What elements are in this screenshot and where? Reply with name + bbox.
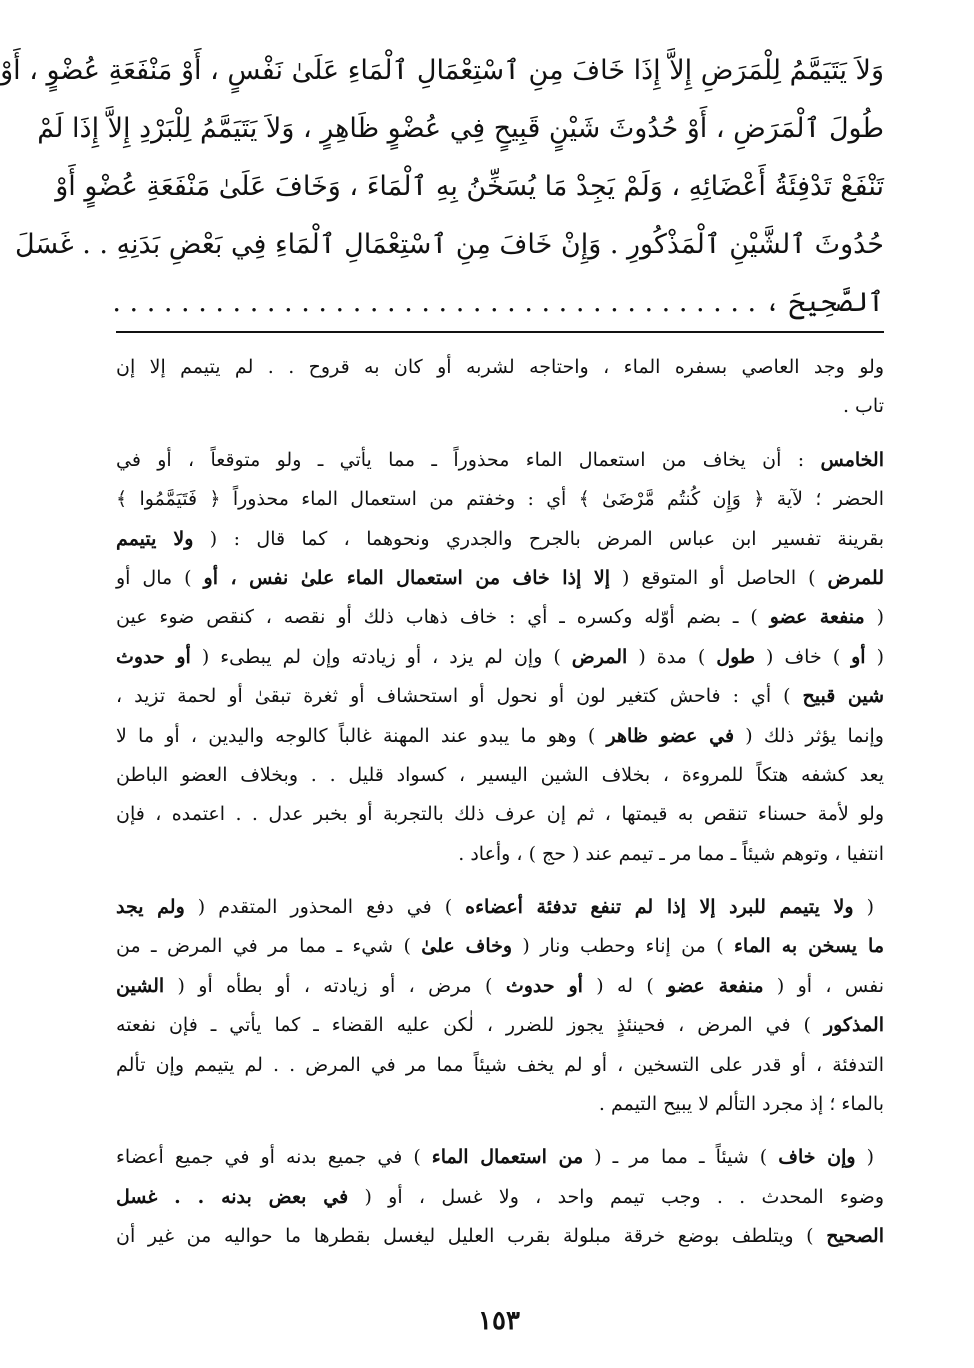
bold-quote: ولا يتيمم	[116, 527, 194, 550]
commentary-text: بقرينة تفسير ابن عباس المرض بالجرح والجدري ونحوهما ، كما قال : (	[193, 527, 884, 550]
bold-quote: الصحيح	[826, 1225, 884, 1248]
bold-quote: في بعض بدنه . . غسل	[116, 1185, 349, 1208]
bold-quote: ولم يجد	[116, 896, 185, 919]
commentary-text: ) أي : فاحش كتغير لون أو نحول أو استحشاف أو ثغرة تبقىٰ أو لحمة تزيد ،	[116, 685, 803, 708]
commentary-line	[116, 835, 884, 874]
commentary-text: ) ـ بضم أوّله وكسره ـ أي : خاف ذهاب ذلك أو نقصه ، كنقص ضوء عين	[116, 606, 770, 629]
commentary-text: بالماء ؛ إذ مجرد التألم لا يبيح التيمم .	[598, 1093, 884, 1116]
bold-quote: وخاف علىٰ	[421, 935, 513, 958]
bold-quote: الشين	[116, 974, 165, 997]
commentary-text: التدفئة ، أو قدر على التسخين ، أو لم يخف شيئاً مما مر في المرض . . لم يتيمم وإن تألم	[116, 1053, 884, 1076]
commentary-text: ) شيء ـ مما مر في المرض ـ من	[116, 935, 422, 958]
commentary-text: الحضر ؛ لآية ﴿ وَإِن كُنتُم مَّرْضَىٰ ﴾ أي : وخفتم من استعمال الماء محذوراً ﴿ فَتَيَمَّمُوا ﴾	[116, 488, 884, 511]
bold-quote: أو	[851, 645, 866, 668]
commentary-line	[116, 927, 884, 966]
commentary-line	[116, 598, 884, 637]
commentary-text: يعد كشفه هتكاً للمروءة ، بخلاف الشين اليسير ، كسواد قليل . . وبخلاف العضو الباطن	[116, 763, 885, 786]
commentary-line	[116, 888, 884, 927]
bold-quote: المرض	[571, 645, 628, 668]
commentary-line	[116, 559, 884, 598]
commentary-text: ) في جميع بدنه أو في جميع أعضاء	[116, 1146, 432, 1169]
commentary-text: ) له (	[582, 974, 668, 997]
bold-quote: طول	[716, 645, 756, 668]
commentary-line	[116, 1138, 884, 1177]
commentary-text: : أن يخاف من استعمال الماء محذوراً ـ مما يأتي ـ ولو متوقعاً ، أو في	[116, 448, 821, 471]
bold-quote: في عضو ظاهر	[606, 724, 735, 747]
commentary	[116, 348, 884, 1257]
commentary-text: ) مرض ، أو زيادته ، أو بطأه أو (	[164, 974, 506, 997]
bold-quote: شين قبيح	[802, 685, 884, 708]
commentary-text: انتفيا ، وتوهم شيئاً ـ مما مر ـ تيمم عند ( حج ) ، وأعاد .	[458, 842, 884, 865]
commentary-text: وضوء المحدث . . وجب تيمم واحد ، ولا غسل ، أو (	[348, 1185, 884, 1208]
commentary-text: (	[864, 606, 884, 629]
separator-line	[116, 331, 884, 333]
commentary-text: نفس ، أو (	[763, 974, 885, 997]
main-text-line: وَلاَ يَتَيَمَّمُ لِلْمَرَضِ إِلاَّ إِذَا خَافَ مِنِ ٱسْتِعْمَالِ ٱلْمَاءِ عَلَىٰ نَفْسٍ ، أَوْ مَنْفَعَةِ عُضْوٍ ، أَوْ	[0, 55, 884, 86]
commentary-line	[116, 1085, 884, 1124]
bold-quote: إلا إذا خاف من استعمال الماء علىٰ نفس ، أو	[203, 566, 610, 589]
bold-quote: المذكور	[823, 1014, 884, 1037]
commentary-line	[116, 638, 884, 677]
bold-quote: الخامس	[820, 448, 884, 471]
main-text-line: تَنْفَعْ تَدْفِئَةُ أَعْضَائِهِ ، وَلَمْ يَجِدْ مَا يُسَخِّنُ بِهِ ٱلْمَاءَ ، وَخَافَ عَلَىٰ مَنْفَعَةِ عُضْوٍ أَوْ	[55, 171, 884, 202]
bold-quote: ما يسخن به الماء	[733, 935, 884, 958]
commentary-line	[116, 717, 884, 756]
commentary-line	[116, 1006, 884, 1045]
commentary-text: (	[855, 1146, 874, 1169]
main-text-line: طُولَ ٱلْمَرَضِ ، أَوْ حُدُوثَ شَيْنٍ قَبِيحٍ فِي عُضْوٍ ظَاهِرٍ ، وَلاَ يَتَيَمَّمُ لِلْبَرْدِ إِلاَّ إِذَا لَمْ	[37, 113, 884, 144]
commentary-text: ) من إناء وحطب ونار (	[512, 935, 734, 958]
commentary-line	[116, 480, 884, 519]
commentary-line	[116, 795, 884, 834]
bold-quote: أو حدوث	[505, 974, 583, 997]
commentary-text: (	[865, 645, 885, 668]
commentary-line	[116, 348, 884, 387]
page-number: ١٥٣	[478, 1306, 520, 1336]
commentary-line	[116, 441, 884, 480]
commentary-text: (	[853, 896, 875, 919]
commentary-text: ) مدة (	[627, 645, 717, 668]
bold-quote: ولا يتيمم للبرد إلا إذا لم تنفع تدفئة أعضاءه	[465, 896, 854, 919]
commentary-line	[116, 1046, 884, 1085]
bold-quote: منفعة عضو	[667, 974, 764, 997]
commentary-line	[116, 967, 884, 1006]
commentary-text: ) شيئاً ـ مما مر ـ (	[583, 1146, 779, 1169]
commentary-line	[116, 1217, 884, 1256]
commentary-text: ) خاف (	[755, 645, 852, 668]
commentary-text: ) وهو ما يبدو عند المهنة غالباً كالوجه واليدين ، أو ما لا	[116, 724, 607, 747]
commentary-text: ) في دفع المحذور المتقدم (	[184, 896, 466, 919]
commentary-text: ) الحاصل أو المتوقع (	[609, 566, 828, 589]
commentary-text: ولو لأمة حسناء تنقص به قيمتها ، ثم إن عرف ذلك بالتجربة أو بخبر عدل . . اعتمده ، فإن	[116, 803, 884, 826]
bold-quote: للمرض	[827, 566, 884, 589]
commentary-line	[116, 520, 884, 559]
bold-quote: منفعة عضو	[769, 606, 865, 629]
commentary-line	[116, 387, 884, 426]
bold-quote: من استعمال الماء	[431, 1146, 584, 1169]
commentary-text: ولو وجد العاصي بسفره الماء ، واحتاجه لشربه أو كان به قروح . . لم يتيمم إلا إن	[116, 356, 884, 378]
commentary-line	[116, 1178, 884, 1217]
commentary-text: ) مال أو	[116, 566, 204, 589]
bold-quote: أو حدوث	[116, 645, 191, 668]
commentary-text: ) وإن لم يزد ، أو زيادته وإن لم يبطىء (	[190, 645, 572, 668]
commentary-text: تاب .	[842, 395, 884, 418]
commentary-line	[116, 756, 884, 795]
commentary-text: وإنما يؤثر ذلك (	[734, 724, 884, 747]
commentary-text: ) في المرض ، فحينئذٍ يجوز للضرر ، لٰكن عليه القضاء ـ كما يأتي ـ فإن نفعته	[116, 1014, 824, 1037]
main-text	[0, 42, 884, 332]
commentary-line	[116, 677, 884, 716]
main-text-line: ٱلصَّحِيحَ ، . . . . . . . . . . . . . . . . . . . . . . . . . . . . . . . . . . . . . .	[112, 287, 884, 318]
commentary-text: ) ويتلطف بوضع خرقة مبلولة بقرب العليل ليغسل بقطرها ما حواليه من غير أن	[116, 1225, 827, 1248]
main-text-line: حُدُوثَ ٱلشَّيْنِ ٱلْمَذْكُورِ . وَإِنْ خَافَ مِنِ ٱسْتِعْمَالِ ٱلْمَاءِ فِي بَعْضِ بَدَنِهِ . . غَسَلَ	[14, 229, 884, 260]
bold-quote: وإن خاف	[778, 1146, 856, 1169]
